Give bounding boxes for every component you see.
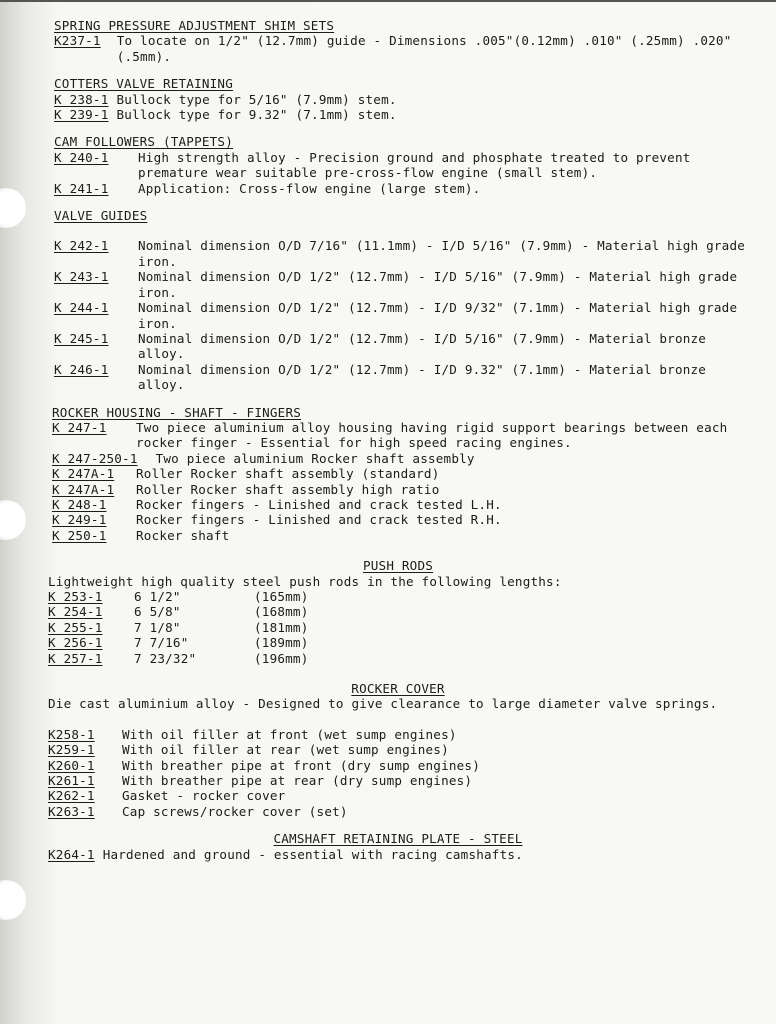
section-heading: ROCKER COVER [351, 681, 445, 697]
part-description: To locate on 1/2" (12.7mm) guide - Dimensions .005"(0.12mm) .010" (.25mm) .020" (.5mm). [116, 33, 732, 64]
part-code: K258-1 [48, 726, 95, 742]
section-cam-followers [54, 134, 748, 196]
section-heading: PUSH RODS [362, 558, 434, 574]
part-code: K 247-1 [52, 419, 107, 435]
length-mm: (168mm) [254, 604, 309, 620]
length-inches: 6 5/8" [134, 604, 181, 620]
part-code: K 257-1 [48, 650, 103, 666]
table-row [48, 620, 748, 635]
part-code: K 246-1 [54, 361, 109, 377]
part-description: Hardened and ground - essential with racing camshafts. [102, 846, 523, 862]
part-code: K 250-1 [52, 527, 107, 543]
section-heading: ROCKER HOUSING - SHAFT - FINGERS [52, 404, 302, 420]
list-item [48, 742, 748, 757]
list-item [48, 727, 748, 742]
section-intro: Die cast aluminium alloy - Designed to give clearance to large diameter valve springs. [48, 696, 718, 712]
section-spring-shims [48, 18, 748, 64]
part-description: Roller Rocker shaft assembly high ratio [136, 481, 440, 497]
list-item [54, 33, 748, 64]
section-cotters [54, 76, 748, 122]
table-row [48, 589, 748, 604]
part-description: Bullock type for 9.32" (7.1mm) stem. [116, 107, 397, 123]
part-description: Nominal dimension O/D 1/2" (12.7mm) - I/D 9.32" (7.1mm) - Material bronze alloy. [138, 361, 707, 393]
part-description: Nominal dimension O/D 1/2" (12.7mm) - I/D 5/16" (7.9mm) - Material bronze alloy. [138, 330, 707, 362]
part-description: With oil filler at rear (wet sump engines) [122, 742, 449, 758]
section-heading: VALVE GUIDES [54, 208, 148, 224]
part-code: K264-1 [48, 846, 95, 862]
length-inches: 7 1/8" [134, 619, 181, 635]
list-item [54, 331, 748, 362]
part-code: K 240-1 [54, 149, 109, 165]
list-item [48, 758, 748, 773]
part-code: K 238-1 [54, 91, 109, 107]
list-item [48, 788, 748, 803]
list-item [48, 804, 748, 819]
length-inches: 6 1/2" [134, 589, 181, 604]
length-mm: (165mm) [254, 589, 309, 604]
section-heading: COTTERS VALVE RETAINING [54, 76, 233, 92]
part-code: K 247A-1 [52, 466, 115, 482]
punch-hole [0, 500, 26, 540]
list-item [52, 528, 748, 543]
part-code: K 254-1 [48, 604, 103, 620]
part-description: Rocker fingers - Linished and crack tested R.H. [136, 512, 502, 528]
document-body [48, 18, 748, 862]
list-item [52, 451, 748, 466]
part-description: Nominal dimension O/D 1/2" (12.7mm) - I/D 5/16" (7.9mm) - Material high grade iron. [138, 269, 738, 300]
list-item [52, 512, 748, 527]
section-push-rods [48, 558, 748, 666]
part-description: Roller Rocker shaft assembly (standard) [136, 466, 440, 482]
length-mm: (196mm) [254, 650, 309, 666]
part-description: Bullock type for 5/16" (7.9mm) stem. [116, 91, 397, 107]
length-mm: (189mm) [254, 635, 309, 651]
part-description: Nominal dimension O/D 7/16" (11.1mm) - I/D 5/16" (7.9mm) - Material high grade iron. [138, 238, 746, 269]
list-item [52, 420, 748, 451]
part-code: K 243-1 [54, 269, 109, 285]
part-code: K 241-1 [54, 180, 109, 196]
section-heading: CAM FOLLOWERS (TAPPETS) [54, 134, 233, 150]
part-code: K 244-1 [54, 300, 109, 316]
length-inches: 7 7/16" [134, 635, 189, 651]
part-code: K 242-1 [54, 238, 109, 254]
part-code: K 256-1 [48, 635, 103, 651]
part-code: K259-1 [48, 742, 95, 758]
length-inches: 7 23/32" [134, 650, 197, 666]
list-item [52, 482, 748, 497]
part-description: Two piece aluminium alloy housing having rigid support bearings between each rocker finger - Essential for high speed racing engines. [136, 419, 728, 451]
part-description: With breather pipe at rear (dry sump engines) [122, 773, 473, 789]
part-code: K263-1 [48, 803, 95, 819]
section-heading: CAMSHAFT RETAINING PLATE - STEEL [273, 831, 523, 847]
part-description: Cap screws/rocker cover (set) [122, 803, 348, 819]
table-row [48, 651, 748, 666]
part-code: K 255-1 [48, 619, 103, 635]
section-rocker-housing [52, 405, 748, 544]
list-item [52, 466, 748, 481]
list-item [54, 92, 748, 107]
section-intro: Lightweight high quality steel push rods in the following lengths: [48, 573, 562, 589]
part-code: K261-1 [48, 773, 95, 789]
part-description: Gasket - rocker cover [122, 788, 286, 804]
part-description: Rocker shaft [136, 527, 230, 543]
part-code: K 249-1 [52, 512, 107, 528]
table-row [48, 604, 748, 619]
list-item [54, 238, 748, 269]
page-top-edge [0, 0, 776, 2]
part-description: Rocker fingers - Linished and crack tested L.H. [136, 496, 502, 512]
part-code: K 253-1 [48, 589, 103, 604]
part-code: K 247-250-1 [52, 450, 138, 466]
list-item [48, 773, 748, 788]
part-description: Application: Cross-flow engine (large stem). [138, 180, 481, 196]
part-description: With oil filler at front (wet sump engines) [122, 726, 457, 742]
section-camshaft-plate [48, 831, 748, 862]
punch-hole [0, 188, 26, 228]
section-rocker-cover [48, 681, 748, 819]
part-description: Nominal dimension O/D 1/2" (12.7mm) - I/D 9/32" (7.1mm) - Material high grade iron. [138, 300, 738, 331]
list-item [48, 847, 748, 862]
list-item [54, 300, 748, 331]
part-description: With breather pipe at front (dry sump engines) [122, 757, 480, 773]
section-valve-guides [54, 208, 748, 392]
part-description: High strength alloy - Precision ground and phosphate treated to prevent premature wear suitable pre-cross-flow engine (small stem). [138, 149, 691, 181]
list-item [54, 107, 748, 122]
length-mm: (181mm) [254, 619, 309, 635]
punch-hole [0, 880, 26, 920]
part-code: K262-1 [48, 788, 95, 804]
list-item [54, 269, 748, 300]
section-heading: SPRING PRESSURE ADJUSTMENT SHIM SETS [54, 18, 335, 33]
part-code: K 245-1 [54, 330, 109, 346]
list-item [54, 362, 748, 393]
part-description: Two piece aluminium Rocker shaft assembly [155, 450, 475, 466]
list-item [52, 497, 748, 512]
part-code: K237-1 [54, 33, 101, 49]
part-code: K260-1 [48, 757, 95, 773]
list-item [54, 150, 748, 181]
table-row [48, 635, 748, 650]
part-code: K 248-1 [52, 496, 107, 512]
part-code: K 247A-1 [52, 481, 115, 497]
list-item [54, 181, 748, 196]
part-code: K 239-1 [54, 107, 109, 123]
